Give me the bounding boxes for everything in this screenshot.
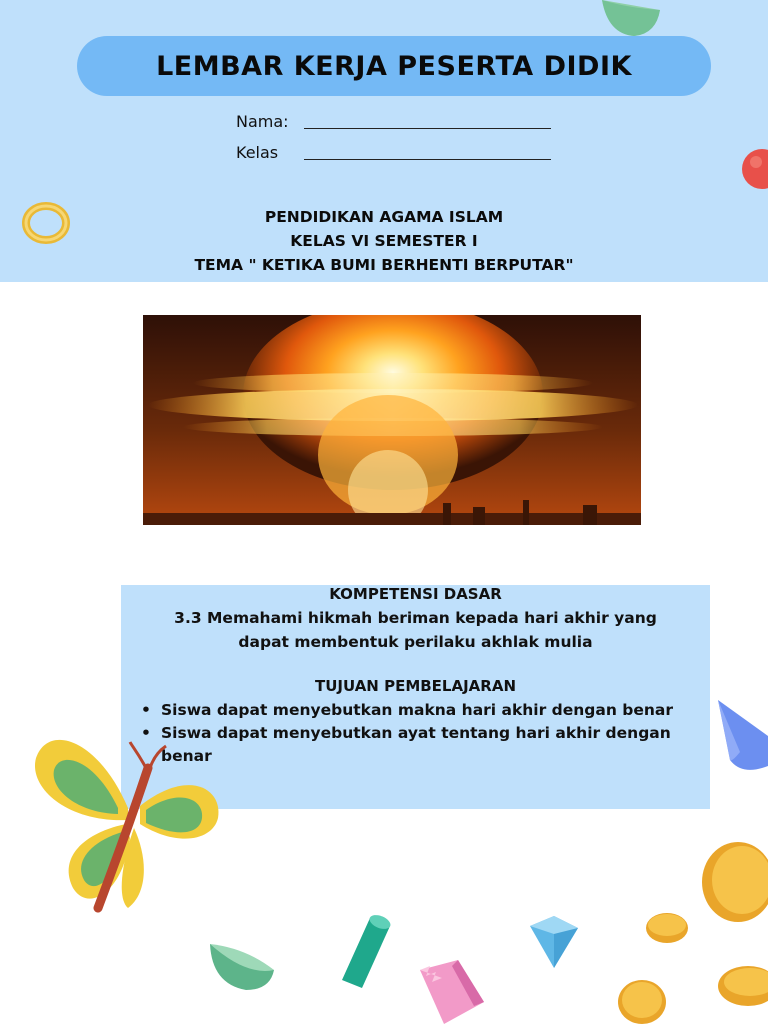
pink-prism-icon [414, 956, 486, 1024]
competency-text [121, 606, 710, 654]
class-field-row [236, 143, 551, 162]
grade-line: KELAS VI SEMESTER I [290, 232, 478, 250]
objectives-heading: TUJUAN PEMBELAJARAN [314, 677, 516, 695]
red-ball-icon [738, 148, 768, 190]
explosion-image [143, 315, 641, 525]
title-banner [77, 36, 711, 96]
butterfly-icon [28, 728, 228, 914]
bullet-icon: • [141, 701, 151, 719]
gold-coin-icon [644, 910, 690, 946]
bullet-icon: • [141, 724, 151, 742]
name-label: Nama: [236, 112, 289, 131]
gold-coin-icon [696, 840, 768, 924]
gold-coin-icon [612, 978, 672, 1024]
blue-cone-icon [712, 696, 768, 774]
objective-text: Siswa dapat menyebutkan ayat tentang hari akhir dengan benar [161, 724, 671, 765]
class-label: Kelas [236, 143, 279, 162]
blue-diamond-icon [524, 912, 582, 970]
list-item [139, 699, 679, 722]
competency-line-2: dapat membentuk perilaku akhlak mulia [238, 633, 593, 651]
hemisphere-icon [598, 0, 662, 40]
hemisphere-icon [206, 938, 276, 994]
competency-heading: KOMPETENSI DASAR [329, 585, 502, 603]
teal-cylinder-icon [340, 912, 396, 992]
objective-text: Siswa dapat menyebutkan makna hari akhir dengan benar [161, 701, 674, 719]
competency-line-1: 3.3 Memahami hikmah beriman kepada hari akhir yang [174, 609, 657, 627]
theme-line: TEMA " KETIKA BUMI BERHENTI BERPUTAR" [194, 256, 574, 274]
name-field-row [236, 112, 551, 131]
class-input-line[interactable] [304, 158, 551, 160]
subject-line: PENDIDIKAN AGAMA ISLAM [264, 208, 504, 226]
page-title: LEMBAR KERJA PESERTA DIDIK [156, 50, 632, 82]
name-input-line[interactable] [304, 127, 551, 129]
subject-block [0, 205, 768, 277]
gold-coin-icon [712, 962, 768, 1008]
